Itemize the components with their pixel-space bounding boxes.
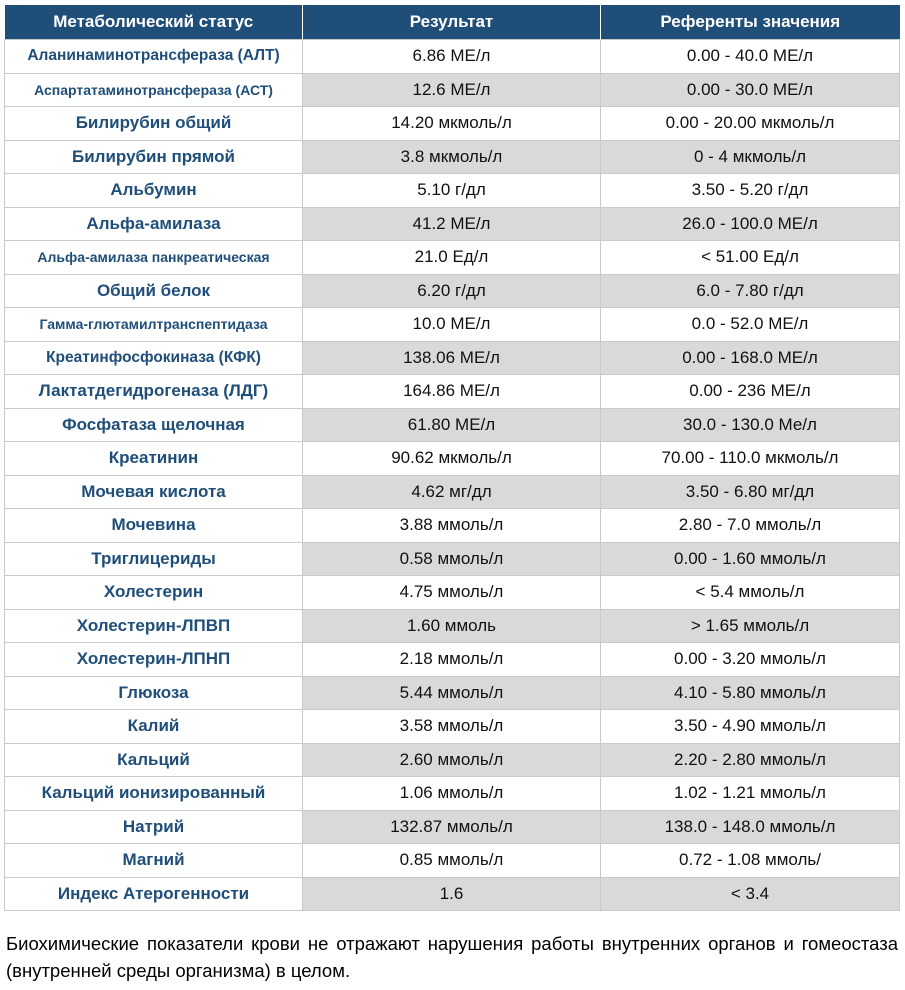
table-row <box>5 274 900 308</box>
header-result: Результат <box>303 5 601 40</box>
table-row <box>5 375 900 409</box>
table-row <box>5 207 900 241</box>
row-result-value: 0.58 ммоль/л <box>303 542 601 576</box>
table-header-row <box>5 5 900 40</box>
row-reference-range: 2.20 - 2.80 ммоль/л <box>601 743 900 777</box>
table-row <box>5 643 900 677</box>
table-row <box>5 341 900 375</box>
row-reference-range: 1.02 - 1.21 ммоль/л <box>601 777 900 811</box>
row-result-value: 1.60 ммоль <box>303 609 601 643</box>
row-result-value: 132.87 ммоль/л <box>303 810 601 844</box>
row-reference-range: < 3.4 <box>601 877 900 911</box>
row-reference-range: 30.0 - 130.0 Ме/л <box>601 408 900 442</box>
row-parameter-name: Гамма-глютамилтранспептидаза <box>5 308 303 342</box>
row-reference-range: < 51.00 Ед/л <box>601 241 900 275</box>
table-row <box>5 475 900 509</box>
row-parameter-name: Кальций ионизированный <box>5 777 303 811</box>
table-row <box>5 810 900 844</box>
table-row <box>5 743 900 777</box>
footnote-text: Биохимические показатели крови не отражают нарушения работы внутренних органов и гомеостаза (внутренней среды организма) в целом. <box>6 933 898 981</box>
row-parameter-name: Кальций <box>5 743 303 777</box>
table-row <box>5 676 900 710</box>
row-result-value: 2.60 ммоль/л <box>303 743 601 777</box>
row-result-value: 41.2 МЕ/л <box>303 207 601 241</box>
row-result-value: 10.0 МЕ/л <box>303 308 601 342</box>
row-parameter-name: Альфа-амилаза панкреатическая <box>5 241 303 275</box>
row-result-value: 3.8 мкмоль/л <box>303 140 601 174</box>
row-reference-range: 0.00 - 236 МЕ/л <box>601 375 900 409</box>
table-row <box>5 777 900 811</box>
row-parameter-name: Аланинаминотрансфераза (АЛТ) <box>5 40 303 74</box>
row-result-value: 1.06 ммоль/л <box>303 777 601 811</box>
row-parameter-name: Креатинин <box>5 442 303 476</box>
row-reference-range: 0.72 - 1.08 ммоль/ <box>601 844 900 878</box>
row-parameter-name: Холестерин-ЛПНП <box>5 643 303 677</box>
row-result-value: 3.88 ммоль/л <box>303 509 601 543</box>
row-reference-range: 3.50 - 4.90 ммоль/л <box>601 710 900 744</box>
row-result-value: 90.62 мкмоль/л <box>303 442 601 476</box>
row-reference-range: > 1.65 ммоль/л <box>601 609 900 643</box>
row-reference-range: 70.00 - 110.0 мкмоль/л <box>601 442 900 476</box>
row-reference-range: 0.00 - 1.60 ммоль/л <box>601 542 900 576</box>
row-result-value: 0.85 ммоль/л <box>303 844 601 878</box>
row-result-value: 138.06 МЕ/л <box>303 341 601 375</box>
row-reference-range: 138.0 - 148.0 ммоль/л <box>601 810 900 844</box>
row-parameter-name: Лактатдегидрогеназа (ЛДГ) <box>5 375 303 409</box>
row-result-value: 3.58 ммоль/л <box>303 710 601 744</box>
row-parameter-name: Мочевая кислота <box>5 475 303 509</box>
row-reference-range: 26.0 - 100.0 МЕ/л <box>601 207 900 241</box>
row-parameter-name: Альфа-амилаза <box>5 207 303 241</box>
row-reference-range: 4.10 - 5.80 ммоль/л <box>601 676 900 710</box>
row-parameter-name: Альбумин <box>5 174 303 208</box>
row-result-value: 14.20 мкмоль/л <box>303 107 601 141</box>
metabolic-table-container <box>4 5 899 911</box>
table-row <box>5 140 900 174</box>
row-result-value: 5.10 г/дл <box>303 174 601 208</box>
row-reference-range: < 5.4 ммоль/л <box>601 576 900 610</box>
row-reference-range: 0.00 - 168.0 МЕ/л <box>601 341 900 375</box>
row-result-value: 5.44 ммоль/л <box>303 676 601 710</box>
row-result-value: 61.80 МЕ/л <box>303 408 601 442</box>
row-reference-range: 0 - 4 мкмоль/л <box>601 140 900 174</box>
table-row <box>5 174 900 208</box>
row-parameter-name: Фосфатаза щелочная <box>5 408 303 442</box>
row-reference-range: 0.0 - 52.0 МЕ/л <box>601 308 900 342</box>
row-result-value: 12.6 МЕ/л <box>303 73 601 107</box>
table-row <box>5 40 900 74</box>
table-row <box>5 107 900 141</box>
row-parameter-name: Билирубин общий <box>5 107 303 141</box>
row-result-value: 21.0 Ед/л <box>303 241 601 275</box>
row-parameter-name: Креатинфосфокиназа (КФК) <box>5 341 303 375</box>
row-parameter-name: Калий <box>5 710 303 744</box>
row-reference-range: 0.00 - 40.0 МЕ/л <box>601 40 900 74</box>
row-reference-range: 0.00 - 20.00 мкмоль/л <box>601 107 900 141</box>
row-parameter-name: Индекс Атерогенности <box>5 877 303 911</box>
row-parameter-name: Магний <box>5 844 303 878</box>
row-reference-range: 0.00 - 3.20 ммоль/л <box>601 643 900 677</box>
row-parameter-name: Аспартатаминотрансфераза (АСТ) <box>5 73 303 107</box>
row-reference-range: 2.80 - 7.0 ммоль/л <box>601 509 900 543</box>
table-row <box>5 408 900 442</box>
row-result-value: 2.18 ммоль/л <box>303 643 601 677</box>
row-result-value: 6.86 МЕ/л <box>303 40 601 74</box>
row-reference-range: 3.50 - 5.20 г/дл <box>601 174 900 208</box>
table-row <box>5 877 900 911</box>
table-row <box>5 73 900 107</box>
row-parameter-name: Холестерин-ЛПВП <box>5 609 303 643</box>
table-row <box>5 844 900 878</box>
table-row <box>5 710 900 744</box>
row-reference-range: 6.0 - 7.80 г/дл <box>601 274 900 308</box>
table-row <box>5 609 900 643</box>
row-parameter-name: Натрий <box>5 810 303 844</box>
header-reference-values: Референты значения <box>601 5 900 40</box>
row-parameter-name: Общий белок <box>5 274 303 308</box>
row-parameter-name: Холестерин <box>5 576 303 610</box>
row-result-value: 6.20 г/дл <box>303 274 601 308</box>
table-row <box>5 576 900 610</box>
row-reference-range: 0.00 - 30.0 МЕ/л <box>601 73 900 107</box>
row-result-value: 4.62 мг/дл <box>303 475 601 509</box>
table-row <box>5 241 900 275</box>
table-row <box>5 442 900 476</box>
row-reference-range: 3.50 - 6.80 мг/дл <box>601 475 900 509</box>
table-row <box>5 542 900 576</box>
row-parameter-name: Мочевина <box>5 509 303 543</box>
table-row <box>5 308 900 342</box>
header-metabolic-status: Метаболический статус <box>5 5 303 40</box>
table-row <box>5 509 900 543</box>
row-parameter-name: Триглицериды <box>5 542 303 576</box>
row-parameter-name: Глюкоза <box>5 676 303 710</box>
row-result-value: 4.75 ммоль/л <box>303 576 601 610</box>
row-result-value: 1.6 <box>303 877 601 911</box>
metabolic-status-table <box>4 5 900 911</box>
row-result-value: 164.86 МЕ/л <box>303 375 601 409</box>
row-parameter-name: Билирубин прямой <box>5 140 303 174</box>
